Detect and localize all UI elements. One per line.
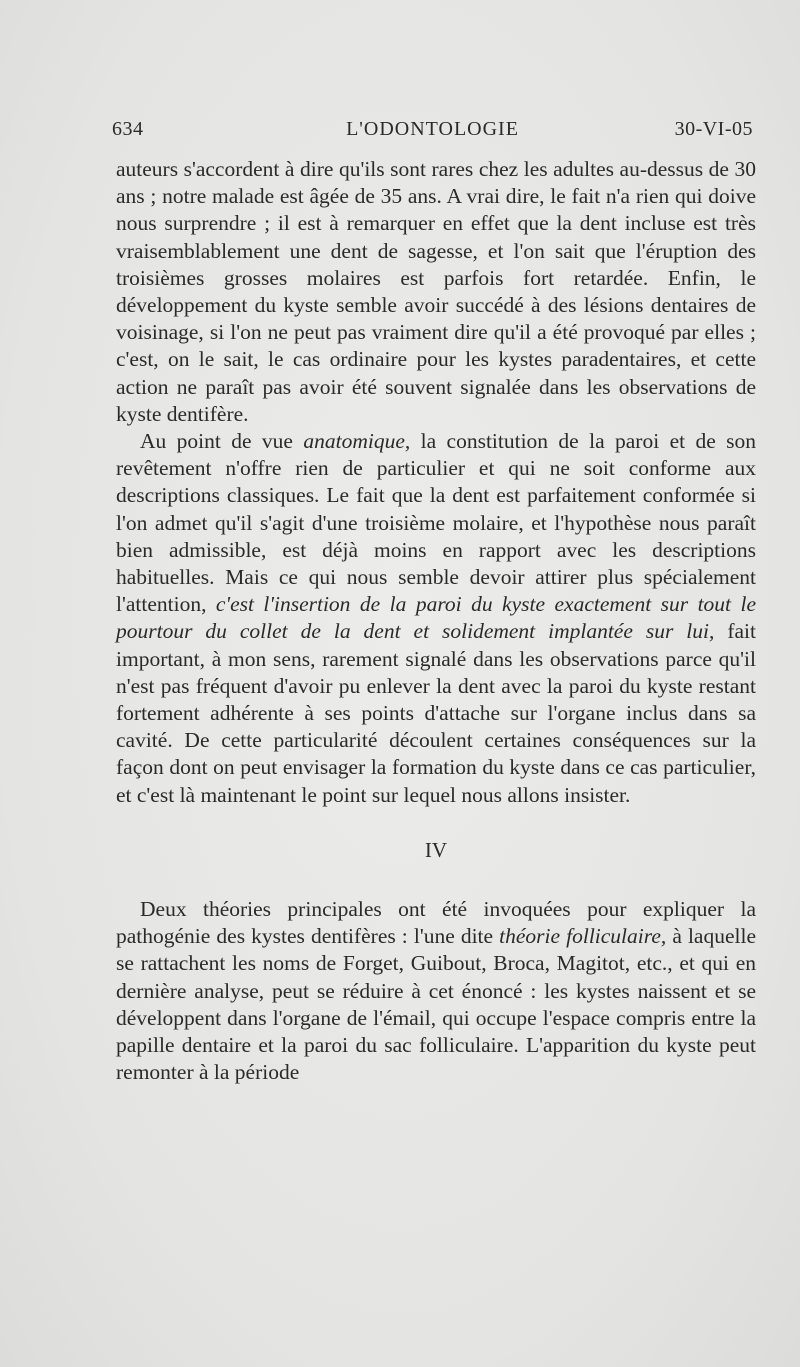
running-header	[112, 118, 753, 148]
paragraph-2-text-a: Au point de vue	[140, 429, 304, 454]
section-heading: IV	[424, 837, 448, 862]
body-text	[116, 156, 756, 1087]
running-title: L'ODONTOLOGIE	[346, 118, 519, 140]
paragraph-3-text-a: Deux théories principales ont été invoquées pour expliquer la pathogénie des kystes dentifères : l'une dite	[116, 897, 756, 949]
issue-date: 30-VI-05	[674, 118, 753, 140]
paragraph-3-text-b: à laquelle se rattachent les noms de Forget, Guibout, Broca, Magitot, etc., et qui en dernière analyse, peut se réduire à cet énoncé : les kystes naissent et se développent dans l'organe de l'émail, qui occupe l'espace compris entre la papille dentaire et la paroi du sac folliculaire. L'apparition du kyste peut remonter à la période	[116, 924, 756, 1085]
paragraph-3-italic: théorie folliculaire,	[499, 924, 667, 949]
paragraph-2-italic-a: anatomique,	[303, 429, 411, 454]
page-number: 634	[112, 118, 144, 140]
paragraph-2-italic-b: c'est l'insertion de la paroi du kyste exactement sur tout le pourtour du collet de la dent et solidement implantée sur lui,	[116, 592, 757, 644]
paragraph-3	[116, 896, 756, 1086]
paragraph-2-text-c: fait important, à mon sens, rarement signalé dans les observations parce qu'il n'est pas fréquent d'avoir pu enlever la dent avec la paroi du kyste restant fortement adhérente à ses points d'attache sur l'organe inclus dans sa cavité. De cette particularité découlent certaines conséquences sur la façon dont on peut envisager la formation du kyste dans ce cas particulier, et c'est là maintenant le point sur lequel nous allons insister.	[116, 619, 757, 807]
paragraph-2-text-b: la constitution de la paroi et de son revêtement n'offre rien de particulier et qui ne soit conforme aux descriptions classiques. Le fait que la dent est parfaitement conformée si l'on admet qu'il s'agit d'une troisième molaire, et l'hypothèse nous paraît bien admissible, est déjà moins en rapport avec les descriptions habituelles. Mais ce qui nous semble devoir attirer plus spécialement l'attention,	[116, 429, 757, 617]
paragraph-1: auteurs s'accordent à dire qu'ils sont rares chez les adultes au-dessus de 30 ans ; notre malade est âgée de 35 ans. A vrai dire, le fait n'a rien qui doive nous surprendre ; il est à remarquer en effet que la dent incluse est très vraisemblablement une dent de sagesse, et l'on sait que l'éruption des troisièmes grosses molaires est parfois fort retardée. Enfin, le développement du kyste semble avoir succédé à des lésions dentaires de voisinage, si l'on ne peut pas vraiment dire qu'il a été provoqué par elles ; c'est, on le sait, le cas ordinaire pour les kystes paradentaires, et cette action ne paraît pas avoir été souvent signalée dans les observations de kyste dentifère.	[116, 157, 756, 426]
paragraph-2	[116, 428, 756, 809]
